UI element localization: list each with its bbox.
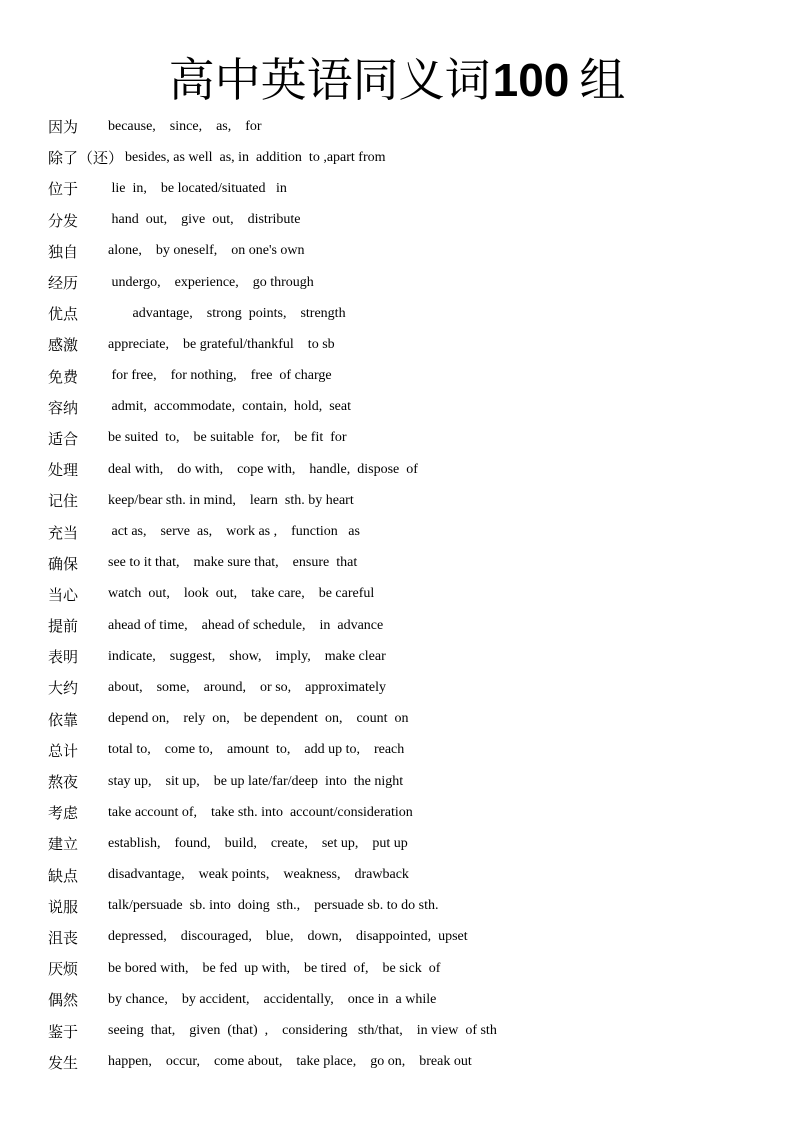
english-synonyms: appreciate, be grateful/thankful to sb bbox=[108, 336, 335, 352]
synonym-row bbox=[48, 485, 768, 516]
synonym-row bbox=[48, 423, 768, 454]
english-synonyms: depend on, rely on, be dependent on, count on bbox=[108, 711, 409, 727]
chinese-term: 沮丧 bbox=[48, 928, 79, 947]
chinese-term: 大约 bbox=[48, 679, 79, 698]
chinese-term: 建立 bbox=[48, 835, 79, 854]
chinese-term: 优点 bbox=[48, 305, 79, 324]
chinese-term: 容纳 bbox=[48, 398, 79, 417]
english-synonyms: take account of, take sth. into account/consideration bbox=[108, 804, 413, 820]
synonym-list bbox=[48, 111, 768, 1078]
english-synonyms: alone, by oneself, on one's own bbox=[108, 243, 305, 259]
chinese-term: 充当 bbox=[48, 523, 79, 542]
chinese-term: 适合 bbox=[48, 429, 79, 448]
synonym-row bbox=[48, 860, 768, 891]
title-suffix: 组 bbox=[579, 53, 626, 107]
chinese-term: 免费 bbox=[48, 367, 79, 386]
english-synonyms: establish, found, build, create, set up, put up bbox=[108, 835, 408, 851]
synonym-row bbox=[48, 173, 768, 204]
english-synonyms: because, since, as, for bbox=[108, 118, 262, 134]
synonym-row bbox=[48, 641, 768, 672]
synonym-row bbox=[48, 766, 768, 797]
synonym-row bbox=[48, 1047, 768, 1078]
english-synonyms: depressed, discouraged, blue, down, disappointed, upset bbox=[108, 929, 468, 945]
chinese-term: 提前 bbox=[48, 617, 79, 636]
english-synonyms: happen, occur, come about, take place, go on, break out bbox=[108, 1054, 472, 1070]
chinese-term: 感激 bbox=[48, 336, 79, 355]
synonym-row bbox=[48, 236, 768, 267]
synonym-row bbox=[48, 142, 768, 173]
synonym-row bbox=[48, 267, 768, 298]
chinese-term: 考虑 bbox=[48, 804, 79, 823]
english-synonyms: for free, for nothing, free of charge bbox=[108, 368, 332, 384]
chinese-term: 除了（还） bbox=[48, 149, 124, 168]
english-synonyms: ahead of time, ahead of schedule, in advance bbox=[108, 617, 384, 633]
synonym-row bbox=[48, 922, 768, 953]
english-synonyms: advantage, strong points, strength bbox=[108, 305, 346, 321]
english-synonyms: be suited to, be suitable for, be fit for bbox=[108, 430, 347, 446]
chinese-term: 厌烦 bbox=[48, 960, 79, 979]
english-synonyms: by chance, by accident, accidentally, once in a while bbox=[108, 991, 437, 1007]
english-synonyms: undergo, experience, go through bbox=[108, 274, 314, 290]
synonym-row bbox=[48, 828, 768, 859]
chinese-term: 依靠 bbox=[48, 710, 79, 729]
chinese-term: 位于 bbox=[48, 180, 79, 199]
synonym-row bbox=[48, 797, 768, 828]
english-synonyms: hand out, give out, distribute bbox=[108, 212, 301, 228]
chinese-term: 分发 bbox=[48, 211, 79, 230]
page-title bbox=[0, 48, 794, 112]
english-synonyms: be bored with, be fed up with, be tired of, be sick of bbox=[108, 960, 441, 976]
chinese-term: 当心 bbox=[48, 585, 79, 604]
synonym-row bbox=[48, 548, 768, 579]
title-number: 100 bbox=[492, 54, 570, 106]
english-synonyms: see to it that, make sure that, ensure that bbox=[108, 555, 358, 571]
synonym-row bbox=[48, 329, 768, 360]
synonym-row bbox=[48, 672, 768, 703]
english-synonyms: lie in, be located/situated in bbox=[108, 180, 287, 196]
chinese-term: 表明 bbox=[48, 648, 79, 667]
english-synonyms: deal with, do with, cope with, handle, dispose of bbox=[108, 461, 418, 477]
chinese-term: 说服 bbox=[48, 897, 79, 916]
english-synonyms: disadvantage, weak points, weakness, drawback bbox=[108, 867, 409, 883]
english-synonyms: watch out, look out, take care, be careful bbox=[108, 586, 375, 602]
english-synonyms: besides, as well as, in addition to ,apart from bbox=[125, 149, 386, 165]
english-synonyms: stay up, sit up, be up late/far/deep into the night bbox=[108, 773, 404, 789]
synonym-row bbox=[48, 361, 768, 392]
chinese-term: 经历 bbox=[48, 274, 79, 293]
english-synonyms: admit, accommodate, contain, hold, seat bbox=[108, 399, 351, 415]
synonym-row bbox=[48, 516, 768, 547]
english-synonyms: seeing that, given (that) , considering sth/that, in view of sth bbox=[108, 1023, 497, 1039]
synonym-row bbox=[48, 891, 768, 922]
english-synonyms: about, some, around, or so, approximately bbox=[108, 679, 387, 695]
chinese-term: 偶然 bbox=[48, 991, 79, 1010]
english-synonyms: act as, serve as, work as , function as bbox=[108, 524, 360, 540]
chinese-term: 鉴于 bbox=[48, 1022, 79, 1041]
chinese-term: 总计 bbox=[48, 741, 79, 760]
chinese-term: 缺点 bbox=[48, 866, 79, 885]
english-synonyms: indicate, suggest, show, imply, make clear bbox=[108, 648, 386, 664]
synonym-row bbox=[48, 610, 768, 641]
synonym-row bbox=[48, 392, 768, 423]
synonym-row bbox=[48, 579, 768, 610]
chinese-term: 记住 bbox=[48, 492, 79, 511]
synonym-row bbox=[48, 953, 768, 984]
title-text: 高中英语同义词 bbox=[168, 53, 491, 107]
english-synonyms: keep/bear sth. in mind, learn sth. by heart bbox=[108, 492, 354, 508]
synonym-row bbox=[48, 454, 768, 485]
chinese-term: 处理 bbox=[48, 461, 79, 480]
chinese-term: 熬夜 bbox=[48, 773, 79, 792]
chinese-term: 因为 bbox=[48, 118, 79, 137]
english-synonyms: total to, come to, amount to, add up to, reach bbox=[108, 742, 405, 758]
synonym-row bbox=[48, 704, 768, 735]
synonym-row bbox=[48, 735, 768, 766]
chinese-term: 发生 bbox=[48, 1053, 79, 1072]
chinese-term: 独自 bbox=[48, 242, 79, 261]
english-synonyms: talk/persuade sb. into doing sth., persuade sb. to do sth. bbox=[108, 898, 439, 914]
synonym-row bbox=[48, 111, 768, 142]
synonym-row bbox=[48, 984, 768, 1015]
synonym-row bbox=[48, 298, 768, 329]
synonym-row bbox=[48, 1015, 768, 1046]
chinese-term: 确保 bbox=[48, 554, 79, 573]
synonym-row bbox=[48, 205, 768, 236]
